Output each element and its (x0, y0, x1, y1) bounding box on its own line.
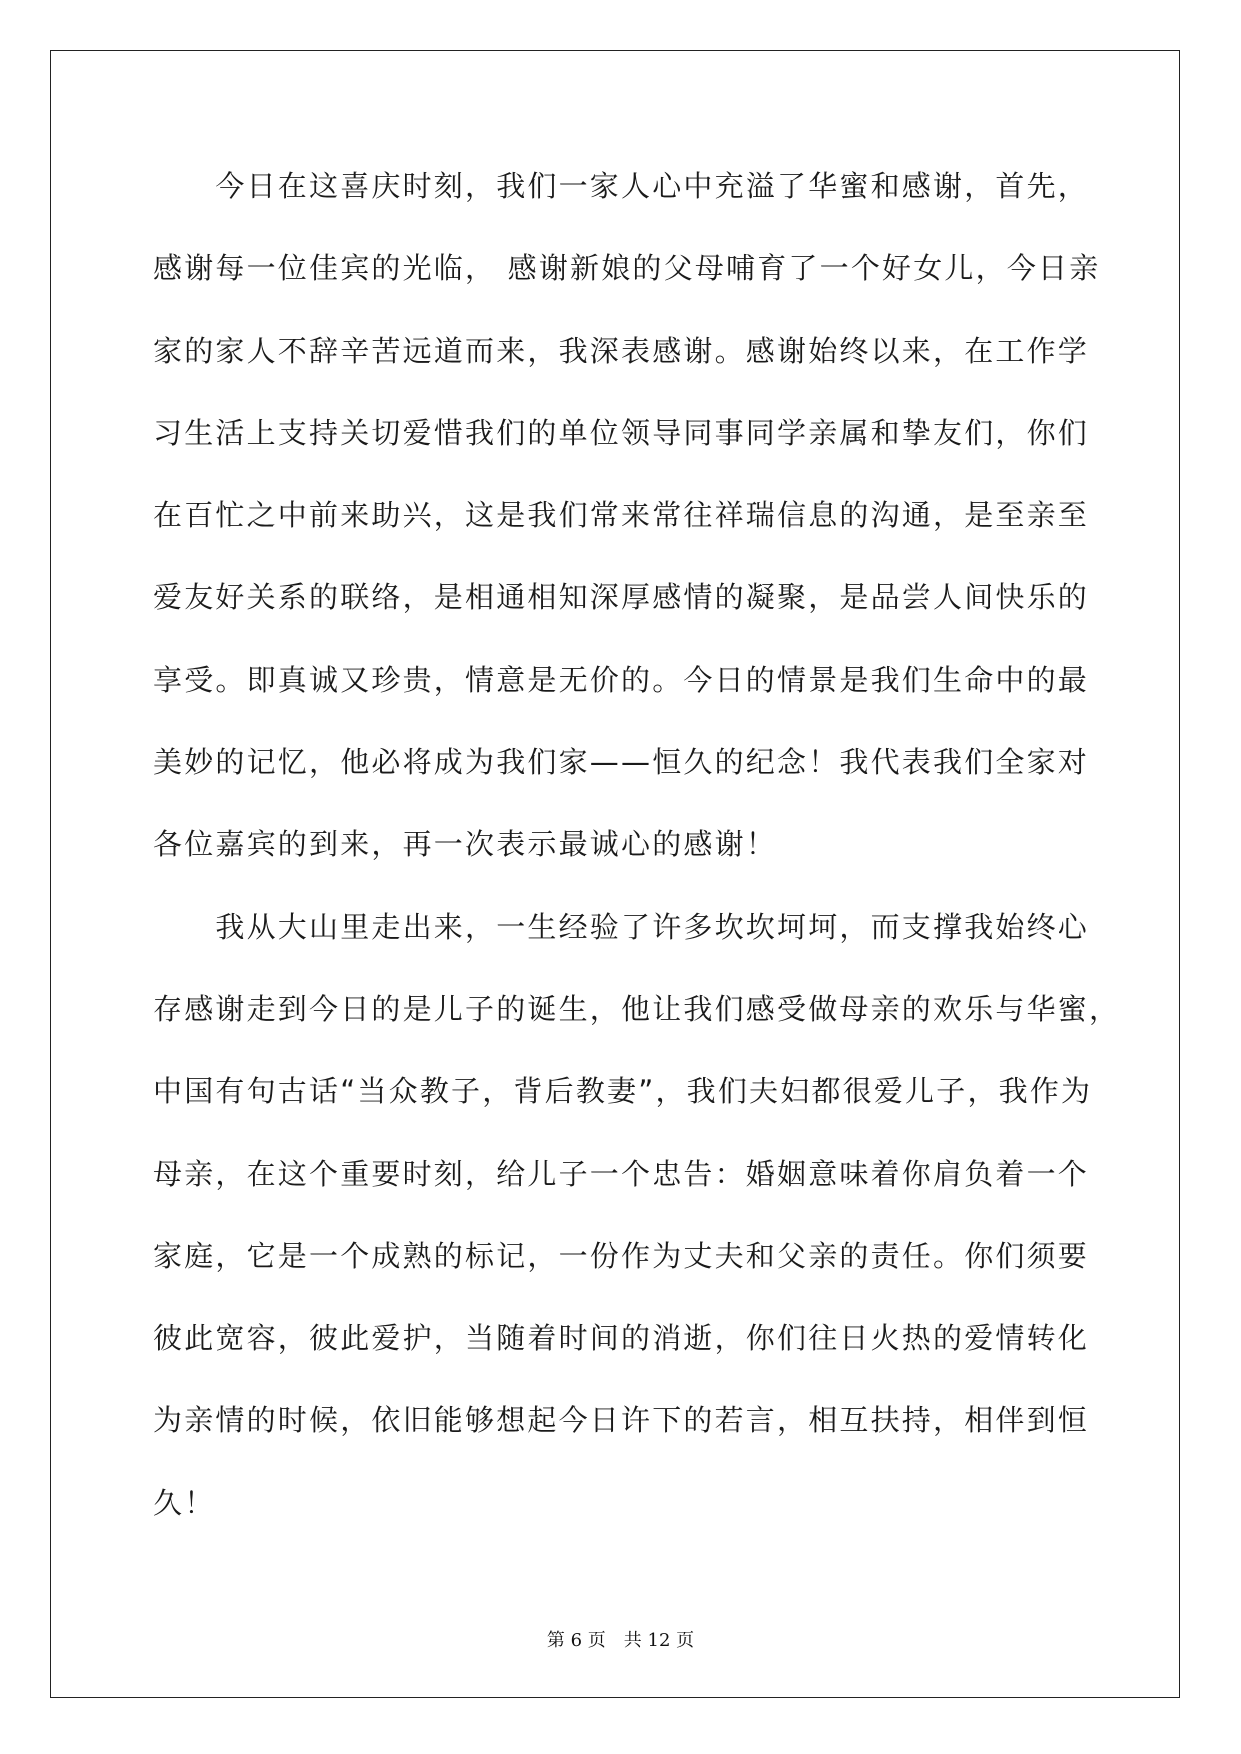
text-line: 久！ (153, 1485, 216, 1520)
text-line: 中国有句古话“当众教子，背后教妻”，我们夫妇都很爱儿子，我作为 (153, 1074, 1093, 1109)
text-line: 家的家人不辞辛苦远道而来，我深表感谢。感谢始终以来，在工作学 (153, 333, 1090, 368)
document-body (153, 145, 1121, 1544)
text-line: 感谢每一位佳宾的光临， 感谢新娘的父母哺育了一个好女儿，今日亲 (153, 251, 1101, 286)
paragraph-1 (153, 145, 1101, 886)
text-line: 彼此宽容，彼此爱护，当随着时间的消逝，你们往日火热的爱情转化 (153, 1321, 1090, 1356)
text-line: 家庭，它是一个成熟的标记，一份作为丈夫和父亲的责任。你们须要 (153, 1238, 1090, 1273)
text-line: 今日在这喜庆时刻，我们一家人心中充溢了华蜜和感谢，首先， (153, 169, 1090, 203)
text-line: 母亲，在这个重要时刻，给儿子一个忠告：婚姻意味着你肩负着一个 (153, 1156, 1090, 1191)
paragraph-2 (153, 886, 1121, 1544)
text-line: 我从大山里走出来，一生经验了许多坎坎坷坷，而支撑我始终心 (153, 909, 1090, 944)
text-line: 为亲情的时候，依旧能够想起今日许下的若言，相互扶持，相伴到恒 (153, 1403, 1090, 1438)
text-line: 美妙的记忆，他必将成为我们家——恒久的纪念！我代表我们全家对 (153, 745, 1090, 780)
text-line: 各位嘉宾的到来，再一次表示最诚心的感谢！ (153, 827, 778, 862)
text-line: 爱友好关系的联络，是相通相知深厚感情的凝聚，是品尝人间快乐的 (153, 580, 1090, 615)
text-line: 享受。即真诚又珍贵，情意是无价的。今日的情景是我们生命中的最 (153, 662, 1090, 697)
text-line: 在百忙之中前来助兴，这是我们常来常往祥瑞信息的沟通，是至亲至 (153, 498, 1090, 533)
page-number-footer: 第 6 页 共 12 页 (546, 1630, 695, 1651)
text-line: 习生活上支持关切爱惜我们的单位领导同事同学亲属和挚友们，你们 (153, 415, 1090, 450)
text-line: 存感谢走到今日的是儿子的诞生，他让我们感受做母亲的欢乐与华蜜， (153, 991, 1121, 1026)
